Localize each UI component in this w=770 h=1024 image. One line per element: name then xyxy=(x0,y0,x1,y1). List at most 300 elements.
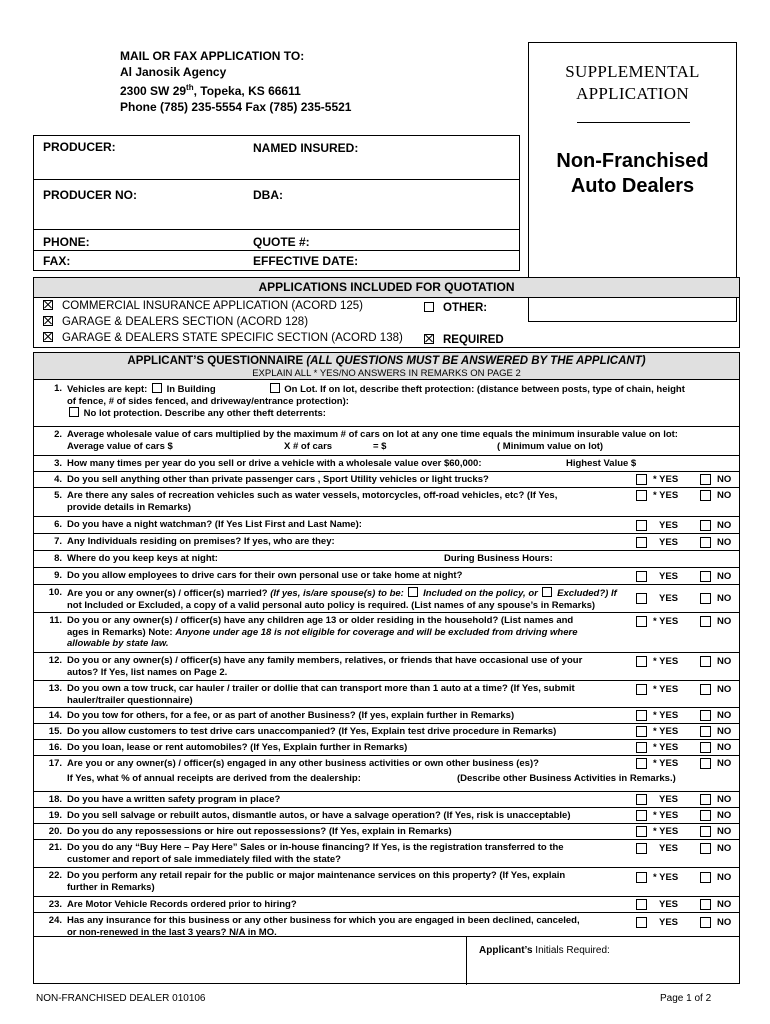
no-label: NO xyxy=(717,684,732,695)
checkbox[interactable] xyxy=(700,474,711,485)
named-insured-label: NAMED INSURED: xyxy=(253,141,359,155)
checkbox[interactable] xyxy=(69,407,79,417)
producer-no-label: PRODUCER NO: xyxy=(43,188,138,202)
no-label: NO xyxy=(717,710,732,721)
yes-option[interactable] xyxy=(636,810,678,822)
applications-heading: APPLICATIONS INCLUDED FOR QUOTATION xyxy=(34,278,739,298)
no-option[interactable] xyxy=(700,758,731,770)
checkbox[interactable] xyxy=(700,726,711,737)
answer-group xyxy=(636,488,736,516)
question-row xyxy=(34,840,739,868)
checked-checkbox[interactable] xyxy=(43,316,53,326)
checkbox[interactable] xyxy=(636,826,647,837)
questionnaire-title xyxy=(34,354,739,368)
business-hours-label: During Business Hours: xyxy=(444,553,553,564)
no-option[interactable] xyxy=(700,710,731,722)
quote-label: QUOTE #: xyxy=(253,235,310,249)
question-text: How many times per year do you sell or drive a vehicle with a wholesale value over $60,000: xyxy=(67,458,482,469)
checkbox[interactable] xyxy=(636,742,647,753)
questionnaire-box xyxy=(33,352,740,984)
question-text: Where do you keep keys at night: xyxy=(67,553,218,564)
question-number: 13. xyxy=(48,683,62,694)
question-row xyxy=(34,488,739,517)
other-label: OTHER: xyxy=(443,302,488,314)
yes-label: * YES xyxy=(653,758,679,769)
question-number: 8. xyxy=(54,553,62,564)
checkbox[interactable] xyxy=(700,593,711,604)
answer-group xyxy=(636,824,736,839)
initials-label-bold: Applicant’s xyxy=(479,945,533,956)
checkbox[interactable] xyxy=(700,758,711,769)
yes-label: * YES xyxy=(653,726,679,737)
application-label: GARAGE & DEALERS SECTION (ACORD 128) xyxy=(62,316,309,328)
q24-text-b: or non-renewed in the last 3 years? N/A in MO. xyxy=(67,926,277,938)
address-sup: th xyxy=(186,83,194,92)
answer-group xyxy=(636,840,736,867)
yes-label: * YES xyxy=(653,710,679,721)
question-text: Do you tow for others, for a fee, or as part of another Business? (If yes, explain further in Remarks) xyxy=(67,710,515,721)
yes-label: * YES xyxy=(653,474,679,485)
answer-group xyxy=(636,792,736,807)
no-option[interactable] xyxy=(700,537,731,549)
form-title xyxy=(529,61,736,105)
yes-option[interactable] xyxy=(636,593,678,605)
question-number: 14. xyxy=(48,710,62,721)
yes-option[interactable] xyxy=(636,794,678,806)
answer-group xyxy=(636,534,736,550)
checkbox[interactable] xyxy=(636,616,647,627)
q21-text-b: customer and report of sale immediately filed with the state? xyxy=(67,853,341,865)
yes-label: YES xyxy=(659,794,679,805)
question-number: 6. xyxy=(54,519,62,530)
question-text: Any Individuals residing on premises? If yes, who are they: xyxy=(67,536,335,547)
checkbox[interactable] xyxy=(636,593,647,604)
checkbox[interactable] xyxy=(542,587,552,597)
no-label: NO xyxy=(717,656,732,667)
question-number: 24. xyxy=(48,915,62,926)
questionnaire-heading xyxy=(34,353,739,380)
checkbox[interactable] xyxy=(700,684,711,695)
q11-text-b: ages in Remarks) Note: xyxy=(67,626,176,638)
answer-group xyxy=(636,681,736,707)
q2-text-d: = $ xyxy=(373,440,387,452)
divider xyxy=(34,250,519,251)
checkbox[interactable] xyxy=(636,843,647,854)
yes-label: * YES xyxy=(653,656,679,667)
checkbox[interactable] xyxy=(636,537,647,548)
checkbox[interactable] xyxy=(636,490,647,501)
answer-group xyxy=(636,868,736,896)
yes-option[interactable] xyxy=(636,520,678,532)
q21-text-a: Do you do any “Buy Here – Pay Here” Sales or in-house financing? If Yes, is the registration transferred to the xyxy=(67,842,564,853)
question-row xyxy=(34,381,739,427)
checkbox[interactable] xyxy=(636,758,647,769)
question-number: 12. xyxy=(48,655,62,666)
checkbox[interactable] xyxy=(636,810,647,821)
q12-text-b: autos? If Yes, list names on Page 2. xyxy=(67,666,228,678)
mail-to-block xyxy=(120,48,500,115)
question-row xyxy=(34,568,739,585)
q1-text-e: No lot protection. Describe any other theft deterrents: xyxy=(83,408,326,419)
answer-group xyxy=(636,613,736,652)
required-option xyxy=(424,334,504,346)
q11-text-d: allowable by state law. xyxy=(67,638,169,649)
q2-text-b: Average value of cars $ xyxy=(67,440,173,452)
yes-option[interactable] xyxy=(636,899,678,911)
question-text: Do you sell salvage or rebuilt autos, dismantle autos, or have a salvage operation? (If Yes, risk is unacceptable) xyxy=(67,810,571,821)
producer-label: PRODUCER: xyxy=(43,140,116,154)
question-text: Are Motor Vehicle Records ordered prior to hiring? xyxy=(67,899,297,910)
question-row xyxy=(34,585,739,613)
footer-page-number: Page 1 of 2 xyxy=(660,993,712,1004)
q22-text-a: Do you perform any retail repair for the public or major maintenance services on this property? (If Yes, explain xyxy=(67,870,566,881)
checkbox[interactable] xyxy=(700,742,711,753)
checkbox[interactable] xyxy=(636,899,647,910)
no-option[interactable] xyxy=(700,826,731,838)
no-option[interactable] xyxy=(700,794,731,806)
q5-text-a: Are there any sales of recreation vehicles such as water vessels, motorcycles, off-road vehicles, etc? (If Yes, xyxy=(67,490,558,501)
question-number: 16. xyxy=(48,742,62,753)
producer-box xyxy=(33,135,520,271)
no-label: NO xyxy=(717,520,732,531)
yes-label: * YES xyxy=(653,616,679,627)
no-label: NO xyxy=(717,917,732,928)
required-label: REQUIRED xyxy=(443,334,504,346)
footer-form-id: NON-FRANCHISED DEALER 010106 xyxy=(36,993,206,1004)
no-option[interactable] xyxy=(700,899,731,911)
question-number: 18. xyxy=(48,794,62,805)
question-row xyxy=(34,708,739,724)
question-row xyxy=(34,456,739,472)
no-option[interactable] xyxy=(700,684,731,696)
question-row xyxy=(34,534,739,551)
checkbox[interactable] xyxy=(700,520,711,531)
yes-option[interactable] xyxy=(636,758,678,770)
question-number: 22. xyxy=(48,870,62,881)
question-number: 7. xyxy=(54,536,62,547)
question-text xyxy=(67,758,676,785)
no-label: NO xyxy=(717,758,732,769)
no-label: NO xyxy=(717,899,732,910)
question-number: 19. xyxy=(48,810,62,821)
question-text: Do you do any repossessions or hire out repossessions? (If Yes, explain in Remarks) xyxy=(67,826,452,837)
application-item xyxy=(43,332,403,344)
applications-box xyxy=(33,277,740,348)
question-number: 23. xyxy=(48,899,62,910)
no-option[interactable] xyxy=(700,843,731,855)
checkbox[interactable] xyxy=(636,872,647,883)
divider xyxy=(34,179,519,180)
answer-group xyxy=(636,585,736,612)
question-number: 17. xyxy=(48,758,62,769)
question-row xyxy=(34,792,739,808)
q10-text-d: Excluded?) If xyxy=(554,588,617,599)
effective-date-label: EFFECTIVE DATE: xyxy=(253,254,359,268)
no-label: NO xyxy=(717,474,732,485)
q17-text-a: Are you or any owner(s) / officer(s) engaged in any other business activities or own other business (es)? xyxy=(67,758,539,769)
yes-option[interactable] xyxy=(636,537,678,549)
no-option[interactable] xyxy=(700,520,731,532)
answer-group xyxy=(636,913,736,936)
agency-address xyxy=(120,80,500,99)
no-option[interactable] xyxy=(700,742,731,754)
q22-text-b: further in Remarks) xyxy=(67,881,155,893)
question-number: 1. xyxy=(54,383,62,394)
question-row xyxy=(34,724,739,740)
checkbox[interactable] xyxy=(424,302,434,312)
yes-option[interactable] xyxy=(636,726,678,738)
address-part-b: , Topeka, KS 66611 xyxy=(193,84,301,98)
no-option[interactable] xyxy=(700,616,731,628)
yes-option[interactable] xyxy=(636,742,678,754)
title-italic: (ALL QUESTIONS MUST BE ANSWERED BY THE APPLICANT) xyxy=(306,355,646,367)
q11-text-c: Anyone under age 18 is not eligible for coverage and will be excluded from driving where xyxy=(175,626,578,638)
yes-label: * YES xyxy=(653,684,679,695)
no-option[interactable] xyxy=(700,810,731,822)
checked-checkbox[interactable] xyxy=(424,334,434,344)
yes-label: YES xyxy=(659,571,679,582)
question-row xyxy=(34,517,739,534)
phone-label: PHONE: xyxy=(43,235,90,249)
no-option[interactable] xyxy=(700,726,731,738)
q17-text-c: (Describe other Business Activities in Remarks.) xyxy=(457,772,676,784)
yes-option[interactable] xyxy=(636,684,678,696)
question-number: 11. xyxy=(49,615,62,626)
q11-text-a: Do you or any owner(s) / officer(s) have any children age 13 or older residing in the household? (List names and xyxy=(67,615,574,626)
no-label: NO xyxy=(717,872,732,883)
question-text: Do you have a night watchman? (If Yes List First and Last Name): xyxy=(67,519,362,530)
checked-checkbox[interactable] xyxy=(43,332,53,342)
answer-group xyxy=(636,517,736,533)
yes-label: YES xyxy=(659,520,679,531)
answer-group xyxy=(636,740,736,755)
dba-label: DBA: xyxy=(253,188,283,202)
checkbox[interactable] xyxy=(636,794,647,805)
form-subtitle xyxy=(529,149,736,199)
question-row xyxy=(34,808,739,824)
yes-option[interactable] xyxy=(636,826,678,838)
q13-text-b: hauler/trailer questionnaire) xyxy=(67,694,193,706)
yes-option[interactable] xyxy=(636,917,678,929)
question-row xyxy=(34,472,739,488)
address-part-a: 2300 SW 29 xyxy=(120,84,187,98)
question-row xyxy=(34,868,739,897)
no-option[interactable] xyxy=(700,490,731,502)
checkbox[interactable] xyxy=(636,571,647,582)
question-row xyxy=(34,551,739,568)
no-option[interactable] xyxy=(700,593,731,605)
yes-label: YES xyxy=(659,843,679,854)
initials-label-rest: Initials Required: xyxy=(532,945,610,956)
question-text: Do you loan, lease or rent automobiles? (If Yes, Explain further in Remarks) xyxy=(67,742,408,753)
q10-text-c: Included on the policy, or xyxy=(420,588,541,599)
question-row xyxy=(34,613,739,653)
yes-label: YES xyxy=(659,537,679,548)
fax-label: FAX: xyxy=(43,254,71,268)
question-text xyxy=(67,429,732,453)
checkbox[interactable] xyxy=(636,520,647,531)
no-label: NO xyxy=(717,537,732,548)
question-number: 2. xyxy=(54,429,62,440)
yes-option[interactable] xyxy=(636,710,678,722)
question-number: 5. xyxy=(54,490,62,501)
checkbox[interactable] xyxy=(636,684,647,695)
answer-group xyxy=(636,756,736,791)
question-text xyxy=(67,915,627,938)
agency-name: Al Janosik Agency xyxy=(120,65,227,79)
question-row xyxy=(34,653,739,681)
q12-text-a: Do you or any owner(s) / officer(s) have any family members, relatives, or friends that have occasional use of your xyxy=(67,655,583,666)
checkbox[interactable] xyxy=(700,490,711,501)
checkbox[interactable] xyxy=(700,656,711,667)
question-number: 4. xyxy=(54,474,62,485)
question-number: 21. xyxy=(48,842,62,853)
no-label: NO xyxy=(717,490,732,501)
yes-label: * YES xyxy=(653,810,679,821)
question-text: Do you allow customers to test drive cars unaccompanied? (If Yes, Explain test drive procedure in Remarks) xyxy=(67,726,557,737)
q13-text-a: Do you own a tow truck, car hauler / trailer or dollie that can transport more than 1 auto at a time? (If Yes, submit xyxy=(67,683,575,694)
form-subtitle-line2: Auto Dealers xyxy=(570,175,695,197)
initials-label xyxy=(479,945,610,956)
checkbox[interactable] xyxy=(700,710,711,721)
question-number: 15. xyxy=(48,726,62,737)
yes-option[interactable] xyxy=(636,843,678,855)
yes-label: * YES xyxy=(653,826,679,837)
no-label: NO xyxy=(717,616,732,627)
mail-to-heading: MAIL OR FAX APPLICATION TO: xyxy=(120,49,305,63)
checkbox[interactable] xyxy=(700,872,711,883)
checkbox[interactable] xyxy=(270,383,280,393)
answer-group xyxy=(636,708,736,723)
application-item xyxy=(43,300,363,312)
q1-text-d: of fence, # of sides fenced, and driveway/entrance protection): xyxy=(67,395,349,407)
question-row xyxy=(34,756,739,792)
q2-text-c: X # of cars xyxy=(284,440,333,452)
no-label: NO xyxy=(717,571,732,582)
yes-option[interactable] xyxy=(636,571,678,583)
yes-option[interactable] xyxy=(636,872,678,884)
answer-group xyxy=(636,472,736,487)
question-number: 3. xyxy=(54,458,62,469)
q10-text-b: (If yes, is/are spouse(s) to be: xyxy=(267,588,407,599)
no-label: NO xyxy=(717,843,732,854)
yes-option[interactable] xyxy=(636,656,678,668)
question-text: Do you sell anything other than private passenger cars , Sport Utility vehicles or light trucks? xyxy=(67,474,489,485)
checkbox[interactable] xyxy=(700,899,711,910)
answer-group xyxy=(636,808,736,823)
q2-text-a: Average wholesale value of cars multiplied by the maximum # of cars on lot at any one time equals the minimum insurable value on lot: xyxy=(67,429,678,440)
question-text xyxy=(67,655,627,678)
question-text xyxy=(67,842,627,865)
other-option xyxy=(424,302,487,314)
no-label: NO xyxy=(717,826,732,837)
yes-label: YES xyxy=(659,593,679,604)
question-text xyxy=(67,870,627,893)
agency-phone: Phone (785) 235-5554 Fax (785) 235-5521 xyxy=(120,100,352,114)
question-text: Do you have a written safety program in place? xyxy=(67,794,281,805)
q1-text-c: On Lot. If on lot, describe theft protection: (distance between posts, type of chain, height xyxy=(284,384,685,395)
no-option[interactable] xyxy=(700,656,731,668)
yes-label: * YES xyxy=(653,872,679,883)
answer-group xyxy=(636,724,736,739)
checkbox[interactable] xyxy=(636,710,647,721)
q24-text-a: Has any insurance for this business or any other business for which you are engaged in been declined, canceled, xyxy=(67,915,580,926)
form-title-line1: SUPPLEMENTAL xyxy=(565,62,700,81)
title-rule xyxy=(577,122,690,123)
application-label: GARAGE & DEALERS STATE SPECIFIC SECTION (ACORD 138) xyxy=(62,332,403,344)
checkbox[interactable] xyxy=(700,537,711,548)
application-item xyxy=(43,316,308,328)
no-option[interactable] xyxy=(700,872,731,884)
no-option[interactable] xyxy=(700,917,731,929)
highest-value-label: Highest Value $ xyxy=(566,458,637,469)
no-label: NO xyxy=(717,726,732,737)
checkbox[interactable] xyxy=(700,616,711,627)
question-number: 20. xyxy=(48,826,62,837)
question-row xyxy=(34,824,739,840)
q10-text-e: not Included or Excluded, a copy of a valid personal auto policy is required. (List names of any spouse’s in Remarks) xyxy=(67,599,596,611)
yes-option[interactable] xyxy=(636,490,678,502)
q5-text-b: provide details in Remarks) xyxy=(67,501,192,513)
checkbox[interactable] xyxy=(700,917,711,928)
yes-option[interactable] xyxy=(636,474,678,486)
checkbox[interactable] xyxy=(152,383,162,393)
checkbox[interactable] xyxy=(700,810,711,821)
checkbox[interactable] xyxy=(636,474,647,485)
form-title-line2: APPLICATION xyxy=(576,84,689,103)
checkbox[interactable] xyxy=(700,571,711,582)
application-label: COMMERCIAL INSURANCE APPLICATION (ACORD 125) xyxy=(62,300,363,312)
initials-field[interactable] xyxy=(466,936,739,985)
no-label: NO xyxy=(717,593,732,604)
checkbox[interactable] xyxy=(636,917,647,928)
question-row xyxy=(34,740,739,756)
question-number: 10. xyxy=(48,587,62,598)
questionnaire-subheading: EXPLAIN ALL * YES/NO ANSWERS IN REMARKS ON PAGE 2 xyxy=(252,368,521,379)
form-subtitle-line1: Non-Franchised xyxy=(556,150,709,172)
no-label: NO xyxy=(717,742,732,753)
question-text xyxy=(67,683,627,706)
question-row xyxy=(34,913,739,937)
checkbox[interactable] xyxy=(636,726,647,737)
no-label: NO xyxy=(717,810,732,821)
yes-label: YES xyxy=(659,899,679,910)
question-row xyxy=(34,681,739,708)
checkbox[interactable] xyxy=(700,826,711,837)
divider xyxy=(34,229,519,230)
answer-group xyxy=(636,568,736,584)
question-row xyxy=(34,897,739,913)
checked-checkbox[interactable] xyxy=(43,300,53,310)
title-main: APPLICANT’S QUESTIONNAIRE xyxy=(127,355,307,367)
q10-text-a: Are you or any owner(s) / officer(s) married? xyxy=(67,588,268,599)
yes-label: YES xyxy=(659,917,679,928)
checkbox[interactable] xyxy=(700,794,711,805)
yes-option[interactable] xyxy=(636,616,678,628)
no-option[interactable] xyxy=(700,571,731,583)
question-text xyxy=(67,490,627,513)
yes-label: * YES xyxy=(653,742,679,753)
question-text xyxy=(67,587,627,611)
yes-label: * YES xyxy=(653,490,679,501)
q2-text-e: ( Minimum value on lot) xyxy=(497,440,604,452)
question-text xyxy=(67,615,627,650)
checkbox[interactable] xyxy=(700,843,711,854)
checkbox[interactable] xyxy=(408,587,418,597)
no-option[interactable] xyxy=(700,474,731,486)
answer-group xyxy=(636,653,736,680)
checkbox[interactable] xyxy=(636,656,647,667)
